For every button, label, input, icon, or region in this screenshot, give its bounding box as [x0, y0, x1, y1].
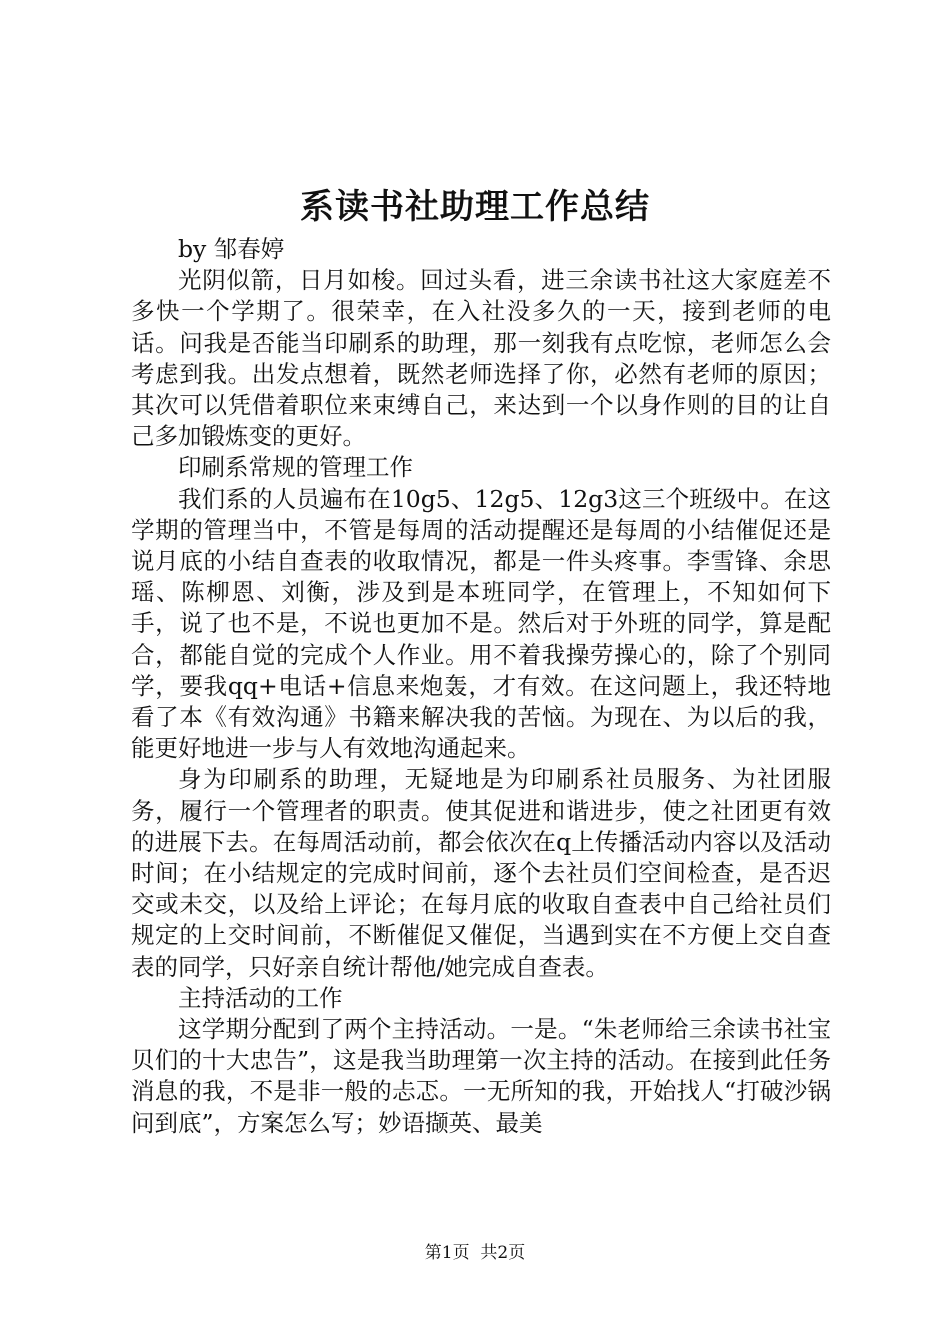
section-heading-hosting: 主持活动的工作	[178, 983, 343, 1012]
paragraph-hosting: 这学期分配到了两个主持活动。一是。“朱老师给三余读书社宝贝们的十大忠告”，这是我当助理第一次主持的活动。在接到此任务消息的我，不是非一般的忐忑。一无所知的我，开始找人“打破沙锅问到底”，方案怎么写；妙语撷英、最美	[131, 1015, 831, 1137]
paragraph-duties: 身为印刷系的助理，无疑地是为印刷系社员服务、为社团服务，履行一个管理者的职责。使其促进和谐进步，使之社团更有效的进展下去。在每周活动前，都会依次在q上传播活动内容以及活动时间；在小结规定的完成时间前，逐个去社员们空间检查，是否迟交或未交，以及给上评论；在每月底的收取自查表中自己给社员们规定的上交时间前，不断催促又催促，当遇到实在不方便上交自查表的同学，只好亲自统计帮他/她完成自查表。	[131, 765, 831, 981]
page-footer	[0, 1241, 950, 1265]
page-number: 第1页	[424, 1243, 470, 1263]
document-title: 系读书社助理工作总结	[300, 187, 650, 227]
paragraph-management: 我们系的人员遍布在10g5、12g5、12g3这三个班级中。在这学期的管理当中，不管是每周的活动提醒还是每周的小结催促还是说月底的小结自查表的收取情况，都是一件头疼事。李雪锋、余思瑶、陈柳恩、刘衡，涉及到是本班同学，在管理上，不知如何下手，说了也不是，不说也更加不是。然后对于外班的同学，算是配合，都能自觉的完成个人作业。用不着我操劳操心的，除了个别同学，要我qq+电话+信息来炮轰，才有效。在这问题上，我还特地看了本《有效沟通》书籍来解决我的苦恼。为现在、为以后的我，能更好地进一步与人有效地沟通起来。	[131, 484, 831, 763]
byline: by 邹春婷	[178, 235, 285, 263]
document-body	[131, 234, 831, 1139]
page-total: 共2页	[480, 1243, 526, 1263]
section-heading-management: 印刷系常规的管理工作	[178, 453, 413, 482]
paragraph-intro: 光阴似箭，日月如梭。回过头看，进三余读书社这大家庭差不多快一个学期了。很荣幸，在入社没多久的一天，接到老师的电话。问我是否能当印刷系的助理，那一刻我有点吃惊，老师怎么会考虑到我。出发点想着，既然老师选择了你，必然有老师的原因；其次可以凭借着职位来束缚自己，来达到一个以身作则的目的让自己多加锻炼变的更好。	[131, 266, 831, 451]
